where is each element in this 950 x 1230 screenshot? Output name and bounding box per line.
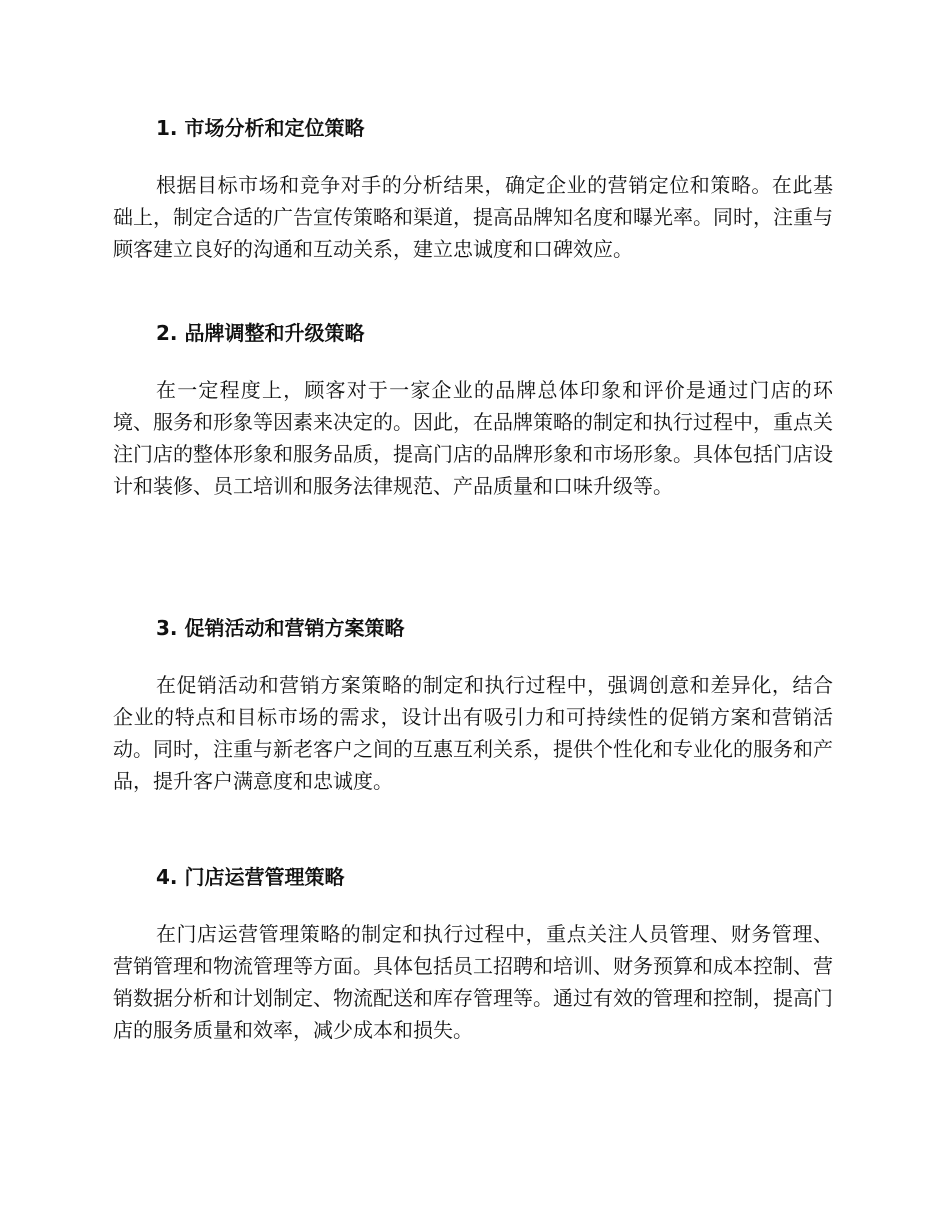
paragraph-line: 时，注重与顾客建立良好的沟通和互动关系，建立忠诚度和口碑效应。	[113, 205, 833, 261]
paragraph-line: 在一定程度上，顾客对于一家企业的品牌总体印象和评价是通过门店的	[156, 378, 813, 402]
paragraph-line: 结合企业的特点和目标市场的需求，设计出有吸引力和可持续性的促销方案	[113, 673, 833, 729]
section-heading: 1. 市场分析和定位策略	[156, 116, 365, 140]
section-paragraph	[113, 669, 833, 797]
paragraph-line: 理和控制，提高门店的服务质量和效率，减少成本和损失。	[113, 986, 833, 1042]
section-heading: 3. 促销活动和营销方案策略	[156, 616, 405, 640]
section-paragraph	[113, 918, 833, 1046]
section-promotion	[113, 613, 833, 797]
section-paragraph	[113, 374, 833, 502]
paragraph-line: 此基础上，制定合适的广告宣传策略和渠道，提高品牌知名度和曝光率。同	[113, 173, 833, 229]
paragraph-line: 和营销活动。同时，注重与新老客户之间的互惠互利关系，提供个性化和专	[113, 705, 834, 761]
section-market-analysis	[113, 113, 833, 265]
paragraph-line: 中，重点关注门店的整体形象和服务品质，提高门店的品牌形象和市场形	[113, 410, 833, 466]
section-brand-upgrade	[113, 318, 833, 502]
section-paragraph	[113, 169, 833, 265]
paragraph-line: 根据目标市场和竞争对手的分析结果，确定企业的营销定位和策略。在	[156, 173, 793, 197]
paragraph-line: 本控制、营销数据分析和计划制定、物流配送和库存管理等。通过有效的管	[113, 954, 833, 1010]
section-heading: 2. 品牌调整和升级策略	[156, 321, 365, 345]
paragraph-line: 在促销活动和营销方案策略的制定和执行过程中，强调创意和差异化，	[156, 673, 793, 697]
paragraph-line: 环境、服务和形象等因素来决定的。因此，在品牌策略的制定和执行过程	[113, 378, 833, 434]
paragraph-line: 象。具体包括门店设计和装修、员工培训和服务法律规范、产品质量和口味	[113, 442, 833, 498]
paragraph-line: 业化的服务和产品，提升客户满意度和忠诚度。	[113, 737, 833, 793]
paragraph-line: 在门店运营管理策略的制定和执行过程中，重点关注人员管理、财务管	[156, 922, 793, 946]
paragraph-line: 升级等。	[593, 474, 673, 498]
paragraph-line: 理、营销管理和物流管理等方面。具体包括员工招聘和培训、财务预算和成	[113, 922, 833, 978]
section-store-operations	[113, 862, 833, 1046]
section-heading: 4. 门店运营管理策略	[156, 865, 345, 889]
